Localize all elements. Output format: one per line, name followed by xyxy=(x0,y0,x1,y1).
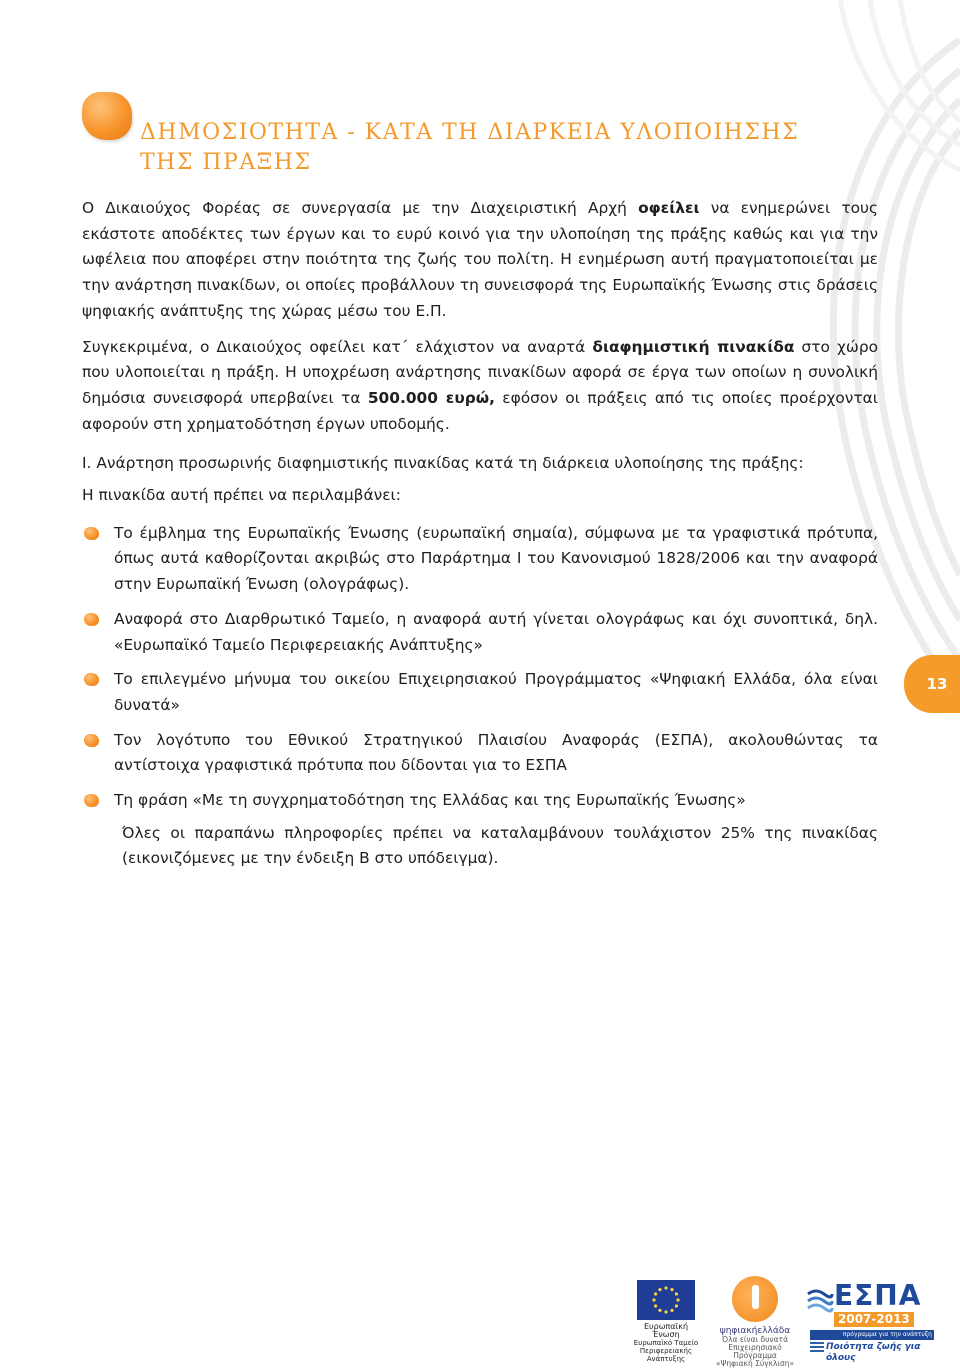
page-number: 13 xyxy=(926,675,948,693)
espa-waves-icon xyxy=(806,1288,834,1318)
eu-caption xyxy=(630,1323,702,1363)
para1-text-b: να ενημερώνει τους εκάστοτε αποδέκτες των έργων και το ευρύ κοινό για την υλοποίηση της πράξης καθώς και για την ωφέλεια που αποφέρει στην ποιότητα της ζωής του πολίτη. Η ενημέρωση αυτή πραγματοποιείται με την ανάρτηση πινακίδων, οι οποίες προβάλλουν τη συνεισφορά της Ευρωπαϊκής Ένωσης στις δράσεις ψηφιακής ανάπτυξης της χώρας μέσω του Ε.Π. xyxy=(82,199,878,320)
digital-greece-logo xyxy=(712,1276,798,1368)
espa-bar: πρόγραμμα για την ανάπτυξη xyxy=(810,1330,934,1340)
eu-logo xyxy=(630,1280,702,1363)
paragraph-1 xyxy=(82,196,878,325)
list-item-text: Το επιλεγμένο μήνυμα του οικείου Επιχειρησιακού Προγράμματος «Ψηφιακή Ελλάδα, όλα είναι δυνατά» xyxy=(114,670,878,714)
main-content xyxy=(82,196,878,872)
title-line-2: ΤΗΣ ΠΡΑΞΗΣ xyxy=(140,150,312,175)
eu-caption-title: Ευρωπαϊκή Ένωση xyxy=(643,1322,689,1339)
para2-bold-1: διαφημιστική πινακίδα xyxy=(592,337,795,356)
list-item xyxy=(82,607,878,658)
list-item xyxy=(82,521,878,598)
list-item xyxy=(82,788,878,814)
eu-caption-line3: Περιφερειακής Ανάπτυξης xyxy=(639,1347,693,1363)
eu-caption-line2: Ευρωπαϊκό Ταμείο xyxy=(633,1339,699,1347)
para2-text-a: Συγκεκριμένα, ο Δικαιούχος οφείλει κατ΄ ελάχιστον να αναρτά xyxy=(82,337,593,356)
title-line-1: ΔΗΜΟΣΙΟΤΗΤΑ - ΚΑΤΑ ΤΗ ΔΙΑΡΚΕΙΑ ΥΛΟΠΟΙΗΣΗΣ xyxy=(140,120,800,145)
greek-flag-icon xyxy=(810,1342,824,1352)
list-item xyxy=(82,667,878,718)
espa-wordmark: ΕΣΠΑ xyxy=(834,1279,922,1312)
espa-years: 2007-2013 xyxy=(834,1312,914,1327)
digital-greece-mark-icon xyxy=(732,1276,778,1322)
list-item-text: Αναφορά στο Διαρθρωτικό Ταμείο, η αναφορά αυτή γίνεται ολογράφως και όχι συνοπτικά, δηλ. «Ευρωπαϊκό Ταμείο Περιφερειακής Ανάπτυξης» xyxy=(114,609,878,654)
paragraph-2 xyxy=(82,335,878,438)
para2-text-b: στο χώρο που υλοποιείται η πράξη. Η υποχρέωση ανάρτησης πινακίδων αφορά σε έργα των οποίων η συνολική δημόσια συνεισφορά υπερβαίνει τα xyxy=(82,337,879,407)
list-item-text: Τον λογότυπο του Εθνικού Στρατηγικού Πλαισίου Αναφοράς (ΕΣΠΑ), ακολουθώντας τα αντίστοιχα γραφιστικά πρότυπα που δίδονται για το ΕΣΠΑ xyxy=(114,730,878,775)
bullet-icon xyxy=(84,613,99,626)
list-item-text: Το έμβλημα της Ευρωπαϊκής Ένωσης (ευρωπαϊκή σημαία), σύμφωνα με τα γραφιστικά πρότυπα, όπως αυτά καθορίζονται ακριβώς στο Παράρτημα Ι του Κανονισμού 1828/2006 και την αναφορά στην Ευρωπαϊκή Ένωση (ολογράφως). xyxy=(114,523,878,594)
espa-tagline: Ποιότητα ζωής για όλους xyxy=(826,1342,921,1363)
bullet-icon xyxy=(84,673,99,686)
footer-logos xyxy=(620,1276,940,1368)
para2-bold-2: 500.000 ευρώ, xyxy=(367,388,495,407)
para1-text-a: Ο Δικαιούχος Φορέας σε συνεργασία με την Διαχειριστική Αρχή xyxy=(82,199,639,217)
bullet-icon xyxy=(84,527,99,540)
bullet-icon xyxy=(84,794,99,807)
digital-greece-line2: Επιχειρησιακό Πρόγραμμα xyxy=(728,1343,782,1360)
para2-text-c: εφόσον οι πράξεις από τις οποίες προέρχονται αφορούν στη χρηματοδότηση έργων υποδομής. xyxy=(82,388,878,433)
digital-greece-title: ψηφιακήελλάδα xyxy=(719,1326,791,1336)
requirements-list xyxy=(82,521,878,814)
espa-logo xyxy=(806,1279,938,1363)
digital-greece-caption xyxy=(712,1326,798,1368)
title-bullet-icon xyxy=(82,92,132,140)
list-item-text: Τη φράση «Με τη συγχρηματοδότηση της Ελλάδας και της Ευρωπαϊκής Ένωσης» xyxy=(114,791,746,810)
digital-greece-slogan: Όλα είναι δυνατά xyxy=(721,1335,789,1344)
digital-greece-line3: «Ψηφιακή Σύγκλιση» xyxy=(715,1359,795,1368)
eu-flag-icon xyxy=(637,1280,695,1320)
page-title xyxy=(140,118,860,178)
bullet-icon xyxy=(84,734,99,747)
list-intro: Η πινακίδα αυτή πρέπει να περιλαμβάνει: xyxy=(82,486,401,505)
coverage-note: Όλες οι παραπάνω πληροφορίες πρέπει να καταλαμβάνουν τουλάχιστον 25% της πινακίδας (εικονιζόμενες με την ένδειξη Β στο υπόδειγμα). xyxy=(122,823,878,868)
page-number-badge xyxy=(904,655,960,713)
para1-bold: οφείλει xyxy=(638,199,700,217)
section-heading-i: Ι. Ανάρτηση προσωρινής διαφημιστικής πινακίδας κατά τη διάρκεια υλοποίησης της πράξης: xyxy=(82,454,804,473)
list-item xyxy=(82,728,878,779)
